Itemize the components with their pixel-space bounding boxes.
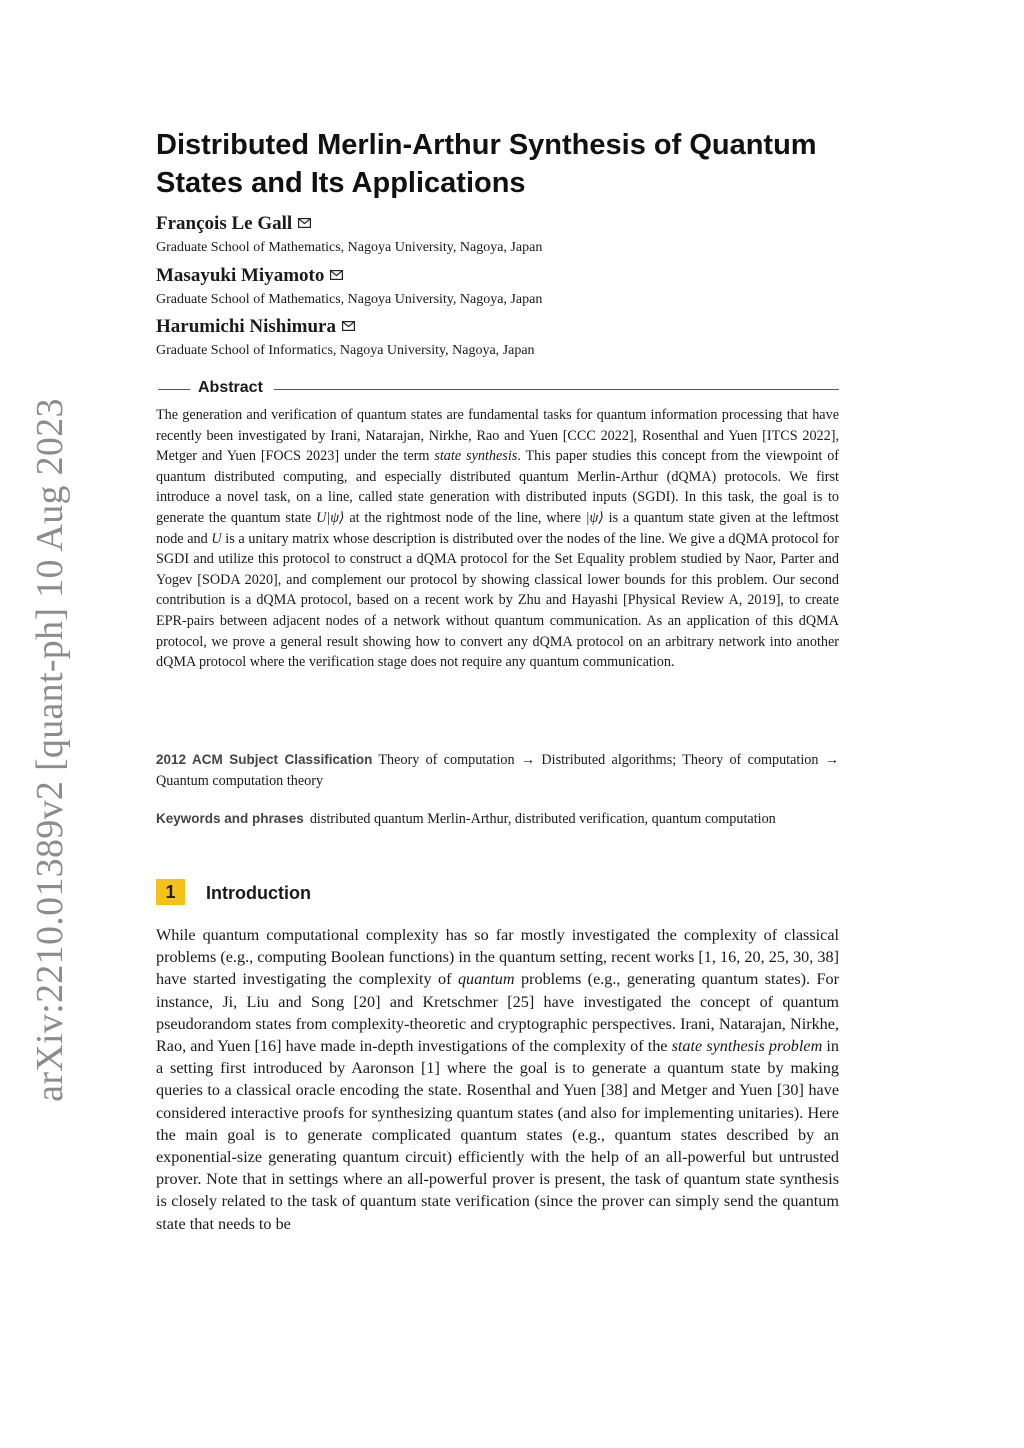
author-name: François Le Gall	[156, 212, 856, 236]
section-title: Introduction	[206, 883, 311, 903]
author-name: Masayuki Miyamoto	[156, 264, 856, 288]
keywords-text: distributed quantum Merlin-Arthur, distributed verification, quantum computation	[309, 811, 776, 827]
math-expression: U|ψ⟩	[316, 509, 345, 526]
acm-classification	[156, 749, 839, 792]
email-icon[interactable]	[342, 321, 355, 331]
math-expression: |ψ⟩	[585, 509, 604, 526]
abstract-text: The generation and verification of quantum states are fundamental tasks for quantum information processing that have recently been investigated by Irani, Natarajan, Nirkhe, Rao and Yuen [CCC 2022], Rosenthal and Yuen [ITCS 2022], Metger and Yuen [FOCS 2023] under the term state synthesis. This paper studies this concept from the viewpoint of quantum distributed computing, and especially distributed quantum Merlin-Arthur (dQMA) protocols. We first introduce a novel task, on a line, called state generation with distributed inputs (SGDI). In this task, the goal is to generate the quantum state U|ψ⟩ at the rightmost node of the line, where |ψ⟩ is a quantum state given at the leftmost node and U is a unitary matrix whose description is distributed over the nodes of the line. We give a dQMA protocol for SGDI and utilize this protocol to construct a dQMA protocol for the Set Equality problem studied by Naor, Parter and Yogev [SODA 2020], and complement our protocol by showing classical lower bounds for this problem. Our second contribution is a dQMA protocol, based on a recent work by Zhu and Hayashi [Physical Review A, 2019], to create EPR-pairs between adjacent nodes of a network without quantum communication. As an application of this dQMA protocol, we prove a general result showing how to convert any dQMA protocol on an arbitrary network into another dQMA protocol where the verification stage does not require any quantum communication.	[156, 407, 840, 671]
author-affiliation: Graduate School of Mathematics, Nagoya University, Nagoya, Japan	[156, 292, 543, 307]
acm-text: Theory of computation → Distributed algorithms; Theory of computation → Quantum computation theory	[156, 752, 839, 789]
abstract-rule-right	[274, 389, 839, 390]
abstract-label: Abstract	[198, 379, 263, 396]
author-block	[156, 212, 856, 258]
acm-label: 2012 ACM Subject Classification	[156, 752, 373, 767]
introduction-paragraph: While quantum computational complexity has so far mostly investigated the complexity of classical problems (e.g., computing Boolean functions) in the quantum setting, recent works [1, 16, 20, 25, 30, 38] have started investigating the complexity of quantum problems (e.g., generating quantum states). For instance, Ji, Liu and Song [20] and Kretschmer [25] have investigated the concept of quantum pseudorandom states from complexity-theoretic and cryptographic perspectives. Irani, Natarajan, Nirkhe, Rao, and Yuen [16] have made in-depth investigations of the complexity of the state synthesis problem in a setting first introduced by Aaronson [1] where the goal is to generate a quantum state by making queries to a classical oracle encoding the state. Rosenthal and Yuen [38] and Metger and Yuen [30] have considered interactive proofs for synthesizing quantum states (and also for implementing unitaries). Here the main goal is to generate complicated quantum states (e.g., quantum states described by an exponential-size generating quantum circuit) efficiently with the help of an all-powerful but untrusted prover. Note that in settings where an all-powerful prover is present, the task of quantum state synthesis is closely related to the task of quantum state verification (since the prover can simply send the quantum state that needs to be	[156, 926, 840, 1233]
author-affiliation: Graduate School of Mathematics, Nagoya University, Nagoya, Japan	[156, 240, 543, 255]
math-expression: U	[211, 530, 222, 547]
email-icon[interactable]	[330, 270, 343, 280]
section-number: 1	[156, 879, 185, 905]
keywords-label: Keywords and phrases	[156, 811, 304, 826]
abstract-rule-left	[158, 389, 190, 390]
keywords	[156, 808, 839, 830]
author-block	[156, 315, 856, 361]
arxiv-identifier[interactable]: arXiv:2210.01389v2 [quant-ph] 10 Aug 2023	[29, 398, 71, 1102]
author-affiliation: Graduate School of Informatics, Nagoya University, Nagoya, Japan	[156, 343, 535, 358]
paper-title: Distributed Merlin-Arthur Synthesis of Quantum States and Its Applications	[156, 129, 817, 199]
email-icon[interactable]	[298, 218, 311, 228]
author-block	[156, 264, 856, 310]
abstract-heading	[156, 380, 839, 400]
author-name: Harumichi Nishimura	[156, 315, 856, 339]
